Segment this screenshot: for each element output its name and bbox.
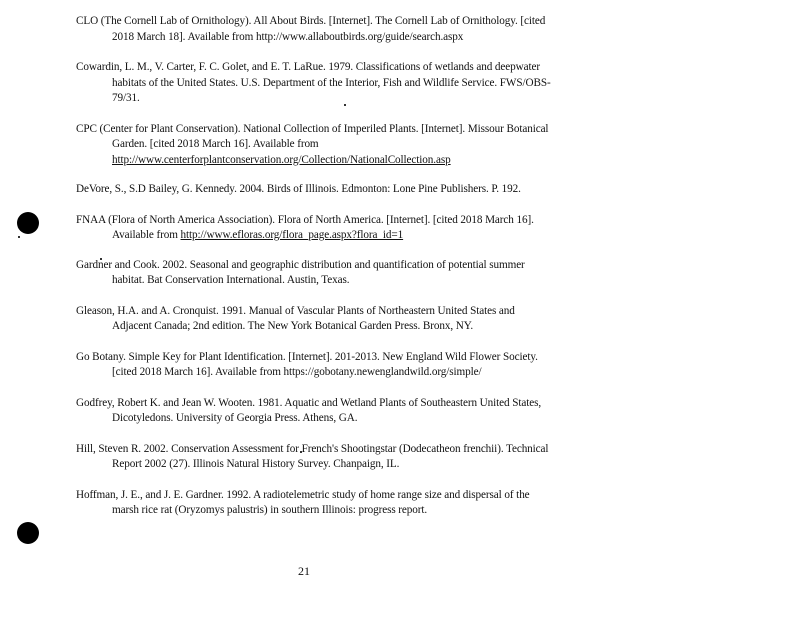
reference-entry: Gleason, H.A. and A. Cronquist. 1991. Manual of Vascular Plants of Northeastern United States and Adjacent Canada; 2nd edition. The New York Botanical Garden Press. Bronx, NY. [76,304,515,332]
reference-entry: Cowardin, L. M., V. Carter, F. C. Golet, and E. T. LaRue. 1979. Classifications of wetlands and deepwater habitats of the United States. U.S. Department of the Interior, Fish and Wildlife Service. FWS/OBS-79/31. [76,61,551,104]
page-number: 21 [298,564,310,578]
reference-entry: Hoffman, J. E., and J. E. Gardner. 1992. A radiotelemetric study of home range size and dispersal of the marsh rice rat (Oryzomys palustris) in southern Illinois: progress report. [76,488,530,516]
punch-hole-icon [17,522,39,544]
reference-entry: Hill, Steven R. 2002. Conservation Assessment for French's Shootingstar (Dodecatheon frenchii). Technical Report 2002 (27). Illinois Natural History Survey. Chanpaign, IL. [76,442,549,470]
reference-entry: CLO (The Cornell Lab of Ornithology). All About Birds. [Internet]. The Cornell Lab of Ornithology. [cited 2018 March 18]. Available from http://www.allaboutbirds.org/guide/search.aspx [76,15,546,43]
reference-link[interactable]: http://www.centerforplantconservation.org/Collection/NationalCollection.asp [112,153,451,166]
scan-speck [18,236,20,238]
reference-entry: CPC (Center for Plant Conservation). National Collection of Imperiled Plants. [Internet]. Missour Botanical Garden. [cited 2018 March 16]. Available from http://www.centerforplantconservation.org/Collection/NationalCollection.asp [76,122,549,166]
reference-entry: Gardner and Cook. 2002. Seasonal and geographic distribution and quantification of potential summer habitat. Bat Conservation International. Austin, Texas. [76,258,525,286]
reference-entry: FNAA (Flora of North America Association). Flora of North America. [Internet]. [cited 2018 March 16]. Available from http://www.efloras.org/flora_page.aspx?flora_id=1 [76,213,534,241]
reference-entry: DeVore, S., S.D Bailey, G. Kennedy. 2004. Birds of Illinois. Edmonton: Lone Pine Publishers. P. 192. [76,183,521,195]
reference-entry: Go Botany. Simple Key for Plant Identification. [Internet]. 201-2013. New England Wild Flower Society. [cited 2018 March 16]. Available from https://gobotany.newenglandwild.org/simple/ [76,350,538,378]
reference-entry: Godfrey, Robert K. and Jean W. Wooten. 1981. Aquatic and Wetland Plants of Southeastern United States, Dicotyledons. University of Georgia Press. Athens, GA. [76,396,542,424]
reference-link[interactable]: http://www.efloras.org/flora_page.aspx?flora_id=1 [180,229,404,241]
punch-hole-icon [17,212,39,234]
reference-list [76,14,556,519]
